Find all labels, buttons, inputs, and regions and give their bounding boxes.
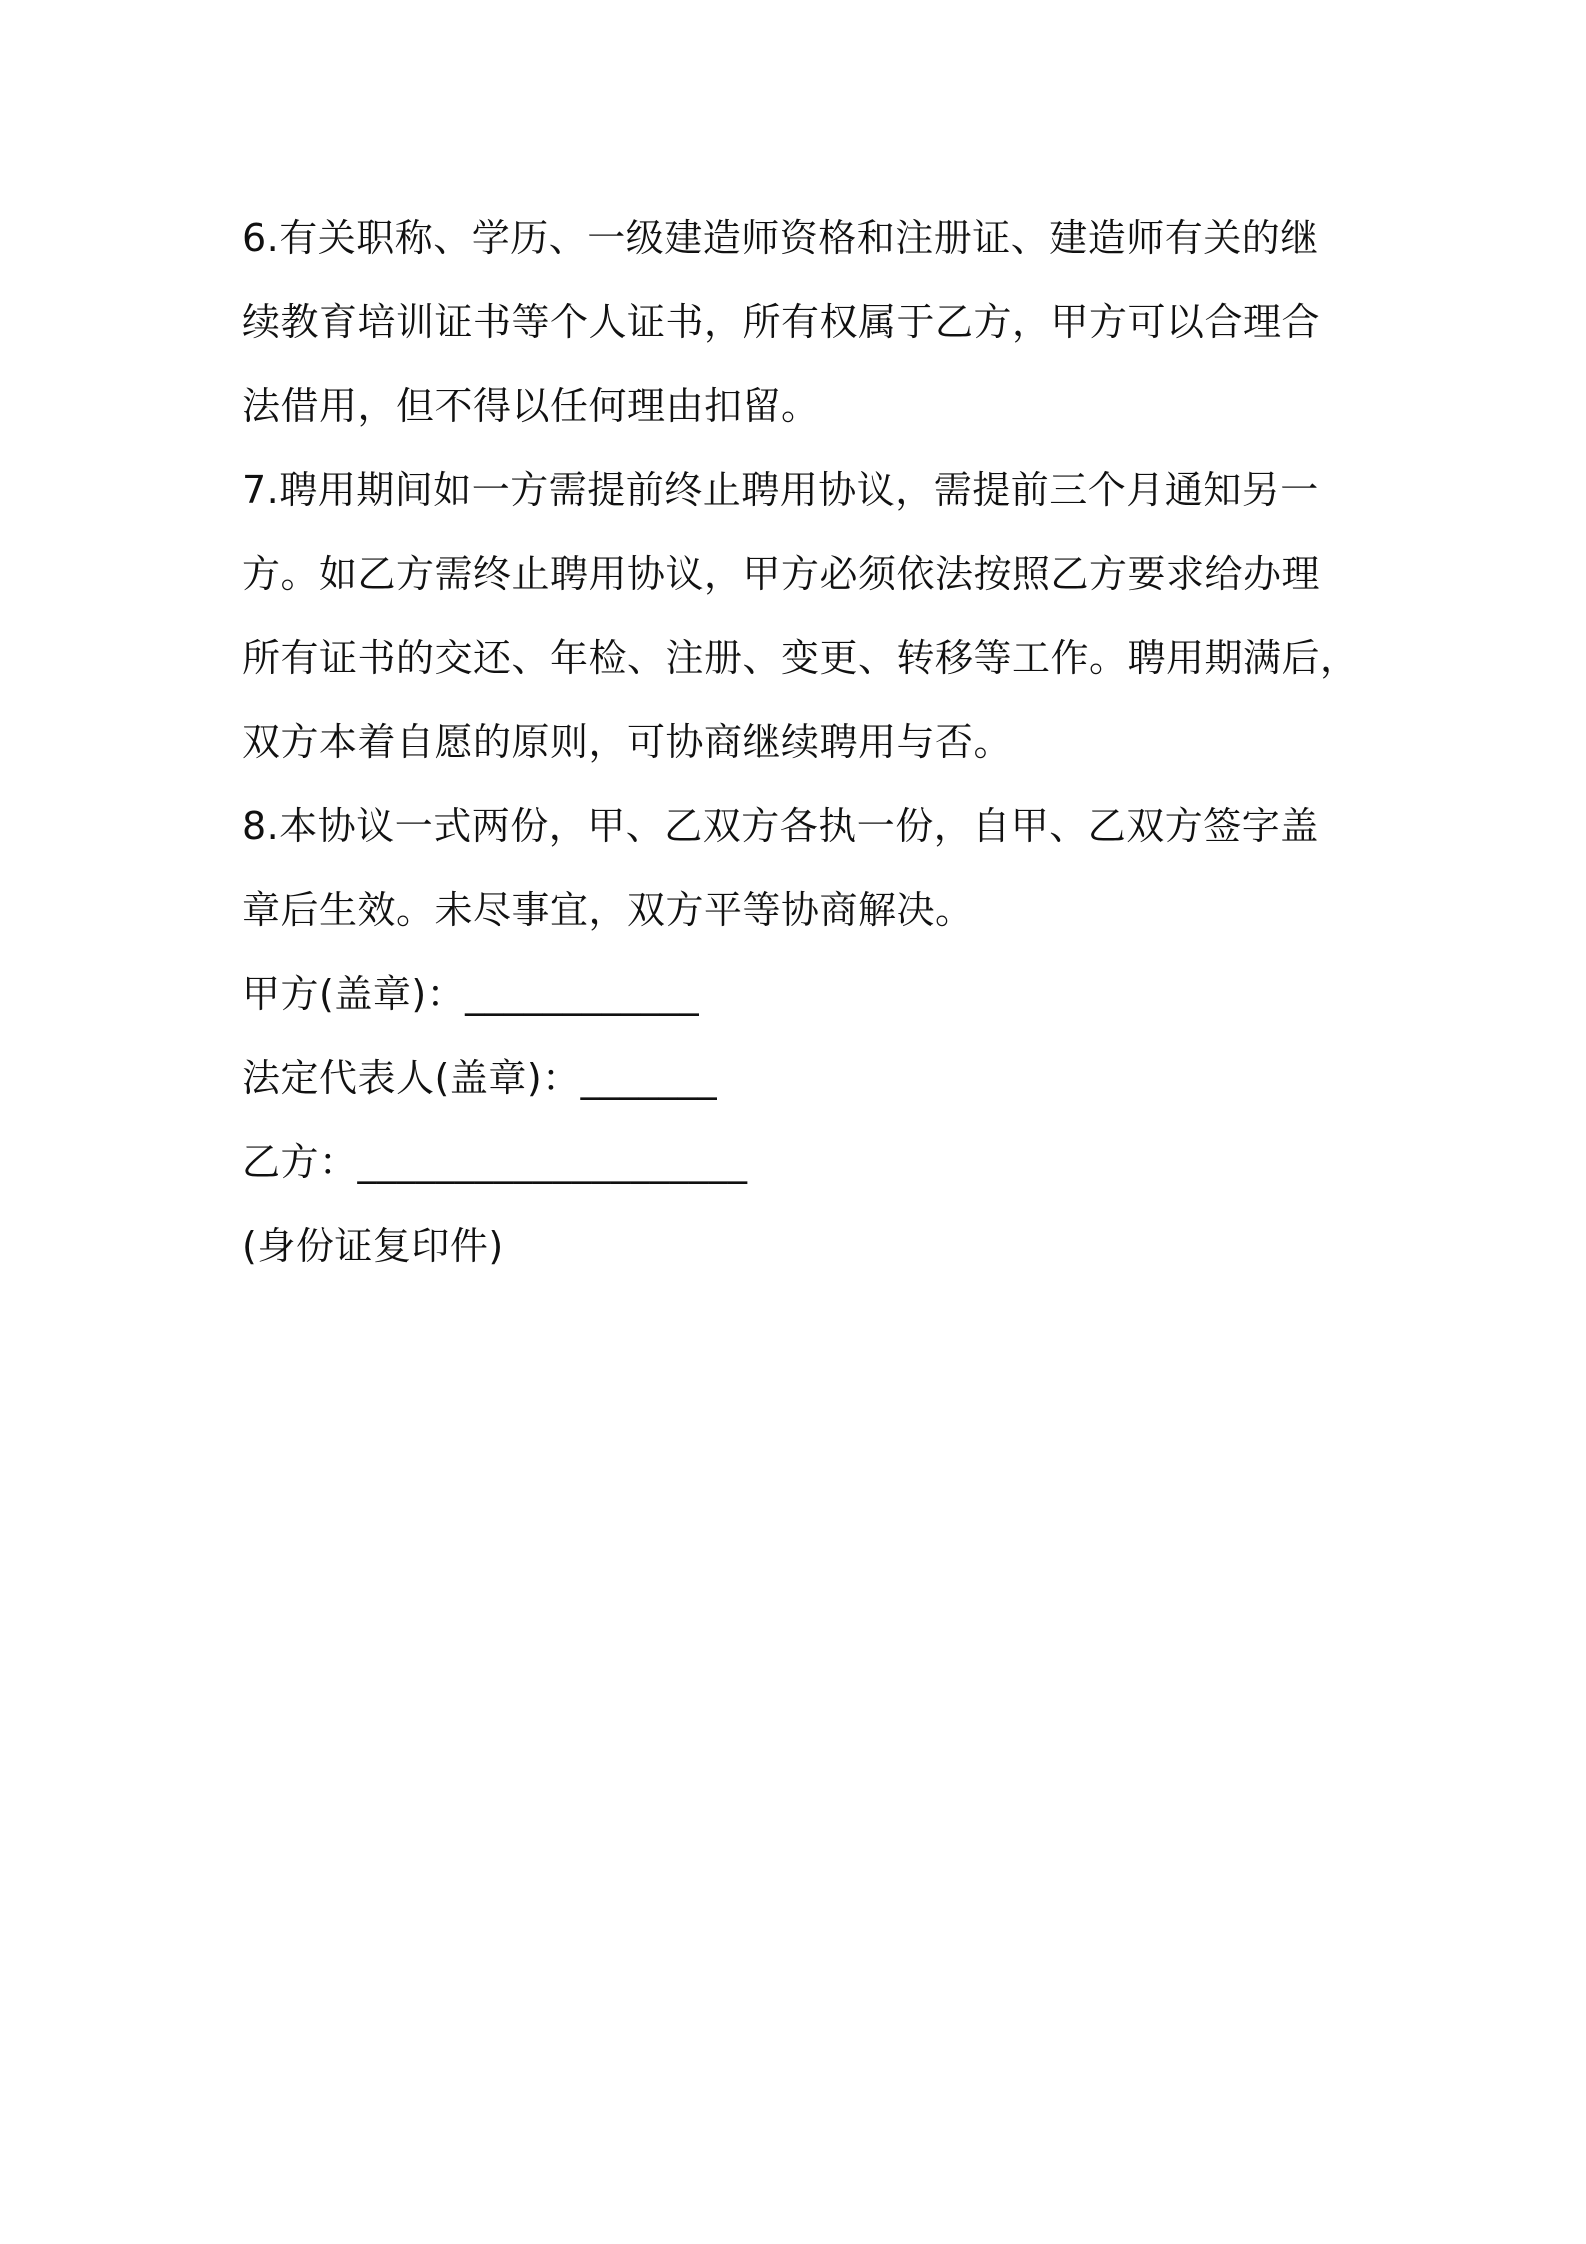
party-a-signature-line: 甲方(盖章)：____________	[242, 972, 700, 1016]
clause-8-line-2: 章后生效。未尽事宜，双方平等协商解决。	[242, 888, 974, 932]
clause-7-line-4: 双方本着自愿的原则，可协商继续聘用与否。	[242, 720, 1013, 764]
clause-7-line-2: 方。如乙方需终止聘用协议，甲方必须依法按照乙方要求给办理	[242, 552, 1321, 596]
clause-6-line-3: 法借用，但不得以任何理由扣留。	[242, 384, 820, 428]
id-copy-note: (身份证复印件)	[242, 1224, 504, 1268]
clause-8-line-1: 8.本协议一式两份，甲、乙双方各执一份，自甲、乙双方签字盖	[242, 804, 1319, 848]
clause-7-line-1: 7.聘用期间如一方需提前终止聘用协议，需提前三个月通知另一	[242, 468, 1319, 512]
clause-7-line-3: 所有证书的交还、年检、注册、变更、转移等工作。聘用期满后，	[242, 636, 1359, 680]
clause-6-line-2: 续教育培训证书等个人证书，所有权属于乙方，甲方可以合理合	[242, 300, 1321, 344]
clause-6-line-1: 6.有关职称、学历、一级建造师资格和注册证、建造师有关的继	[242, 216, 1319, 260]
party-b-signature-line: 乙方：____________________	[242, 1140, 748, 1184]
legal-representative-signature-line: 法定代表人(盖章)：_______	[242, 1056, 718, 1100]
